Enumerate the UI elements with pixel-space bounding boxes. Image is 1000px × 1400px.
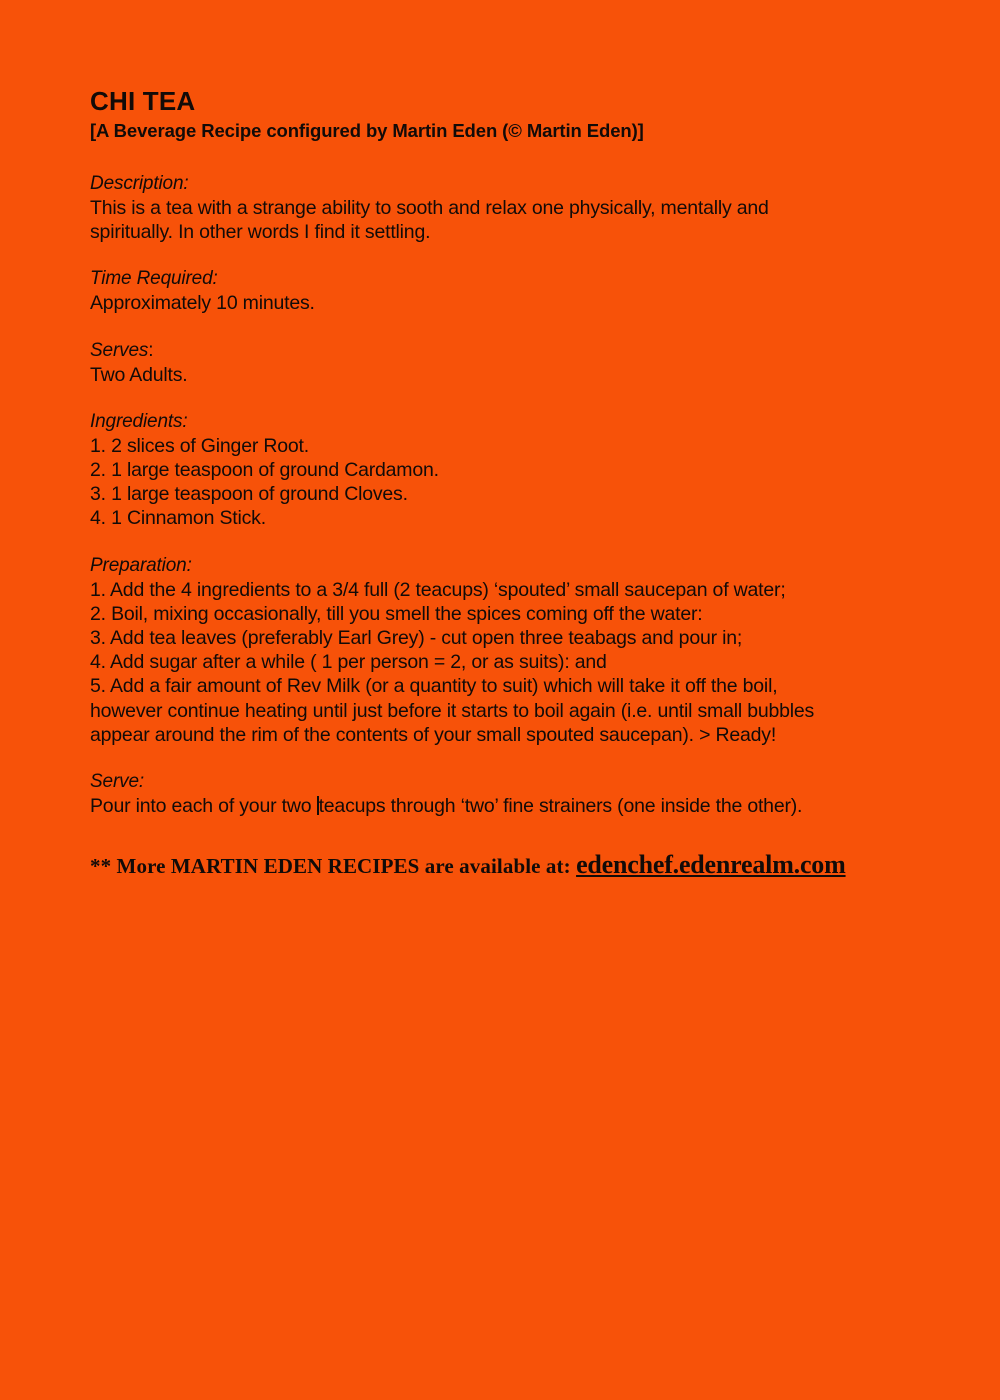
page-title: CHI TEA xyxy=(90,86,196,116)
section-serve xyxy=(90,770,890,818)
description-line-2: spiritually. In other words I find it settling. xyxy=(90,221,431,244)
ingredients-list xyxy=(90,434,890,531)
serves-label xyxy=(90,339,890,363)
time-required-value: Approximately 10 minutes. xyxy=(90,292,315,315)
ingredients-label: Ingredients: xyxy=(90,410,188,432)
list-item: 5. Add a fair amount of Rev Milk (or a quantity to suit) which will take it off the boil, xyxy=(90,675,778,698)
serve-text-after-caret: teacups through ‘two’ fine strainers (one inside the other). xyxy=(318,795,803,818)
footer-prefix: ** More MARTIN EDEN RECIPES are available at: xyxy=(90,854,577,879)
serve-label: Serve: xyxy=(90,771,145,793)
list-item: 4. 1 Cinnamon Stick. xyxy=(90,507,266,530)
serves-label-colon: : xyxy=(148,339,154,361)
recipe-content xyxy=(90,86,890,900)
list-item: 2. 1 large teaspoon of ground Cardamon. xyxy=(90,459,439,482)
preparation-list xyxy=(90,578,890,747)
time-required-label: Time Required: xyxy=(90,268,218,290)
preparation-label: Preparation: xyxy=(90,554,192,576)
section-time-required xyxy=(90,267,890,315)
section-description xyxy=(90,172,890,244)
list-item: 1. Add the 4 ingredients to a 3/4 full (2 teacups) ‘spouted’ small saucepan of water; xyxy=(90,578,786,601)
section-preparation xyxy=(90,554,890,747)
description-line-1: This is a tea with a strange ability to sooth and relax one physically, mentally and xyxy=(90,197,769,219)
page-subtitle: [A Beverage Recipe configured by Martin Eden (© Martin Eden)] xyxy=(90,120,644,141)
list-item: 1. 2 slices of Ginger Root. xyxy=(90,434,309,457)
serve-text-before-caret: Pour into each of your two xyxy=(90,795,317,818)
serves-label-word: Serves xyxy=(90,339,149,361)
footer-website-link[interactable]: edenchef.edenrealm.com xyxy=(576,850,846,880)
list-item: 3. Add tea leaves (preferably Earl Grey) - cut open three teabags and pour in; xyxy=(90,627,743,650)
serve-text[interactable] xyxy=(90,794,890,818)
list-item: 4. Add sugar after a while ( 1 per person = 2, or as suits): and xyxy=(90,651,607,674)
section-ingredients xyxy=(90,410,890,531)
list-item: appear around the rim of the contents of your small spouted saucepan). > Ready! xyxy=(90,723,777,746)
footer-note xyxy=(90,852,890,879)
list-item: 3. 1 large teaspoon of ground Cloves. xyxy=(90,483,408,506)
list-item: 2. Boil, mixing occasionally, till you smell the spices coming off the water: xyxy=(90,602,703,625)
description-label: Description: xyxy=(90,173,189,194)
serves-value: Two Adults. xyxy=(90,363,188,386)
list-item: however continue heating until just before it starts to boil again (i.e. until small bubbles xyxy=(90,699,815,722)
section-serves xyxy=(90,339,890,387)
